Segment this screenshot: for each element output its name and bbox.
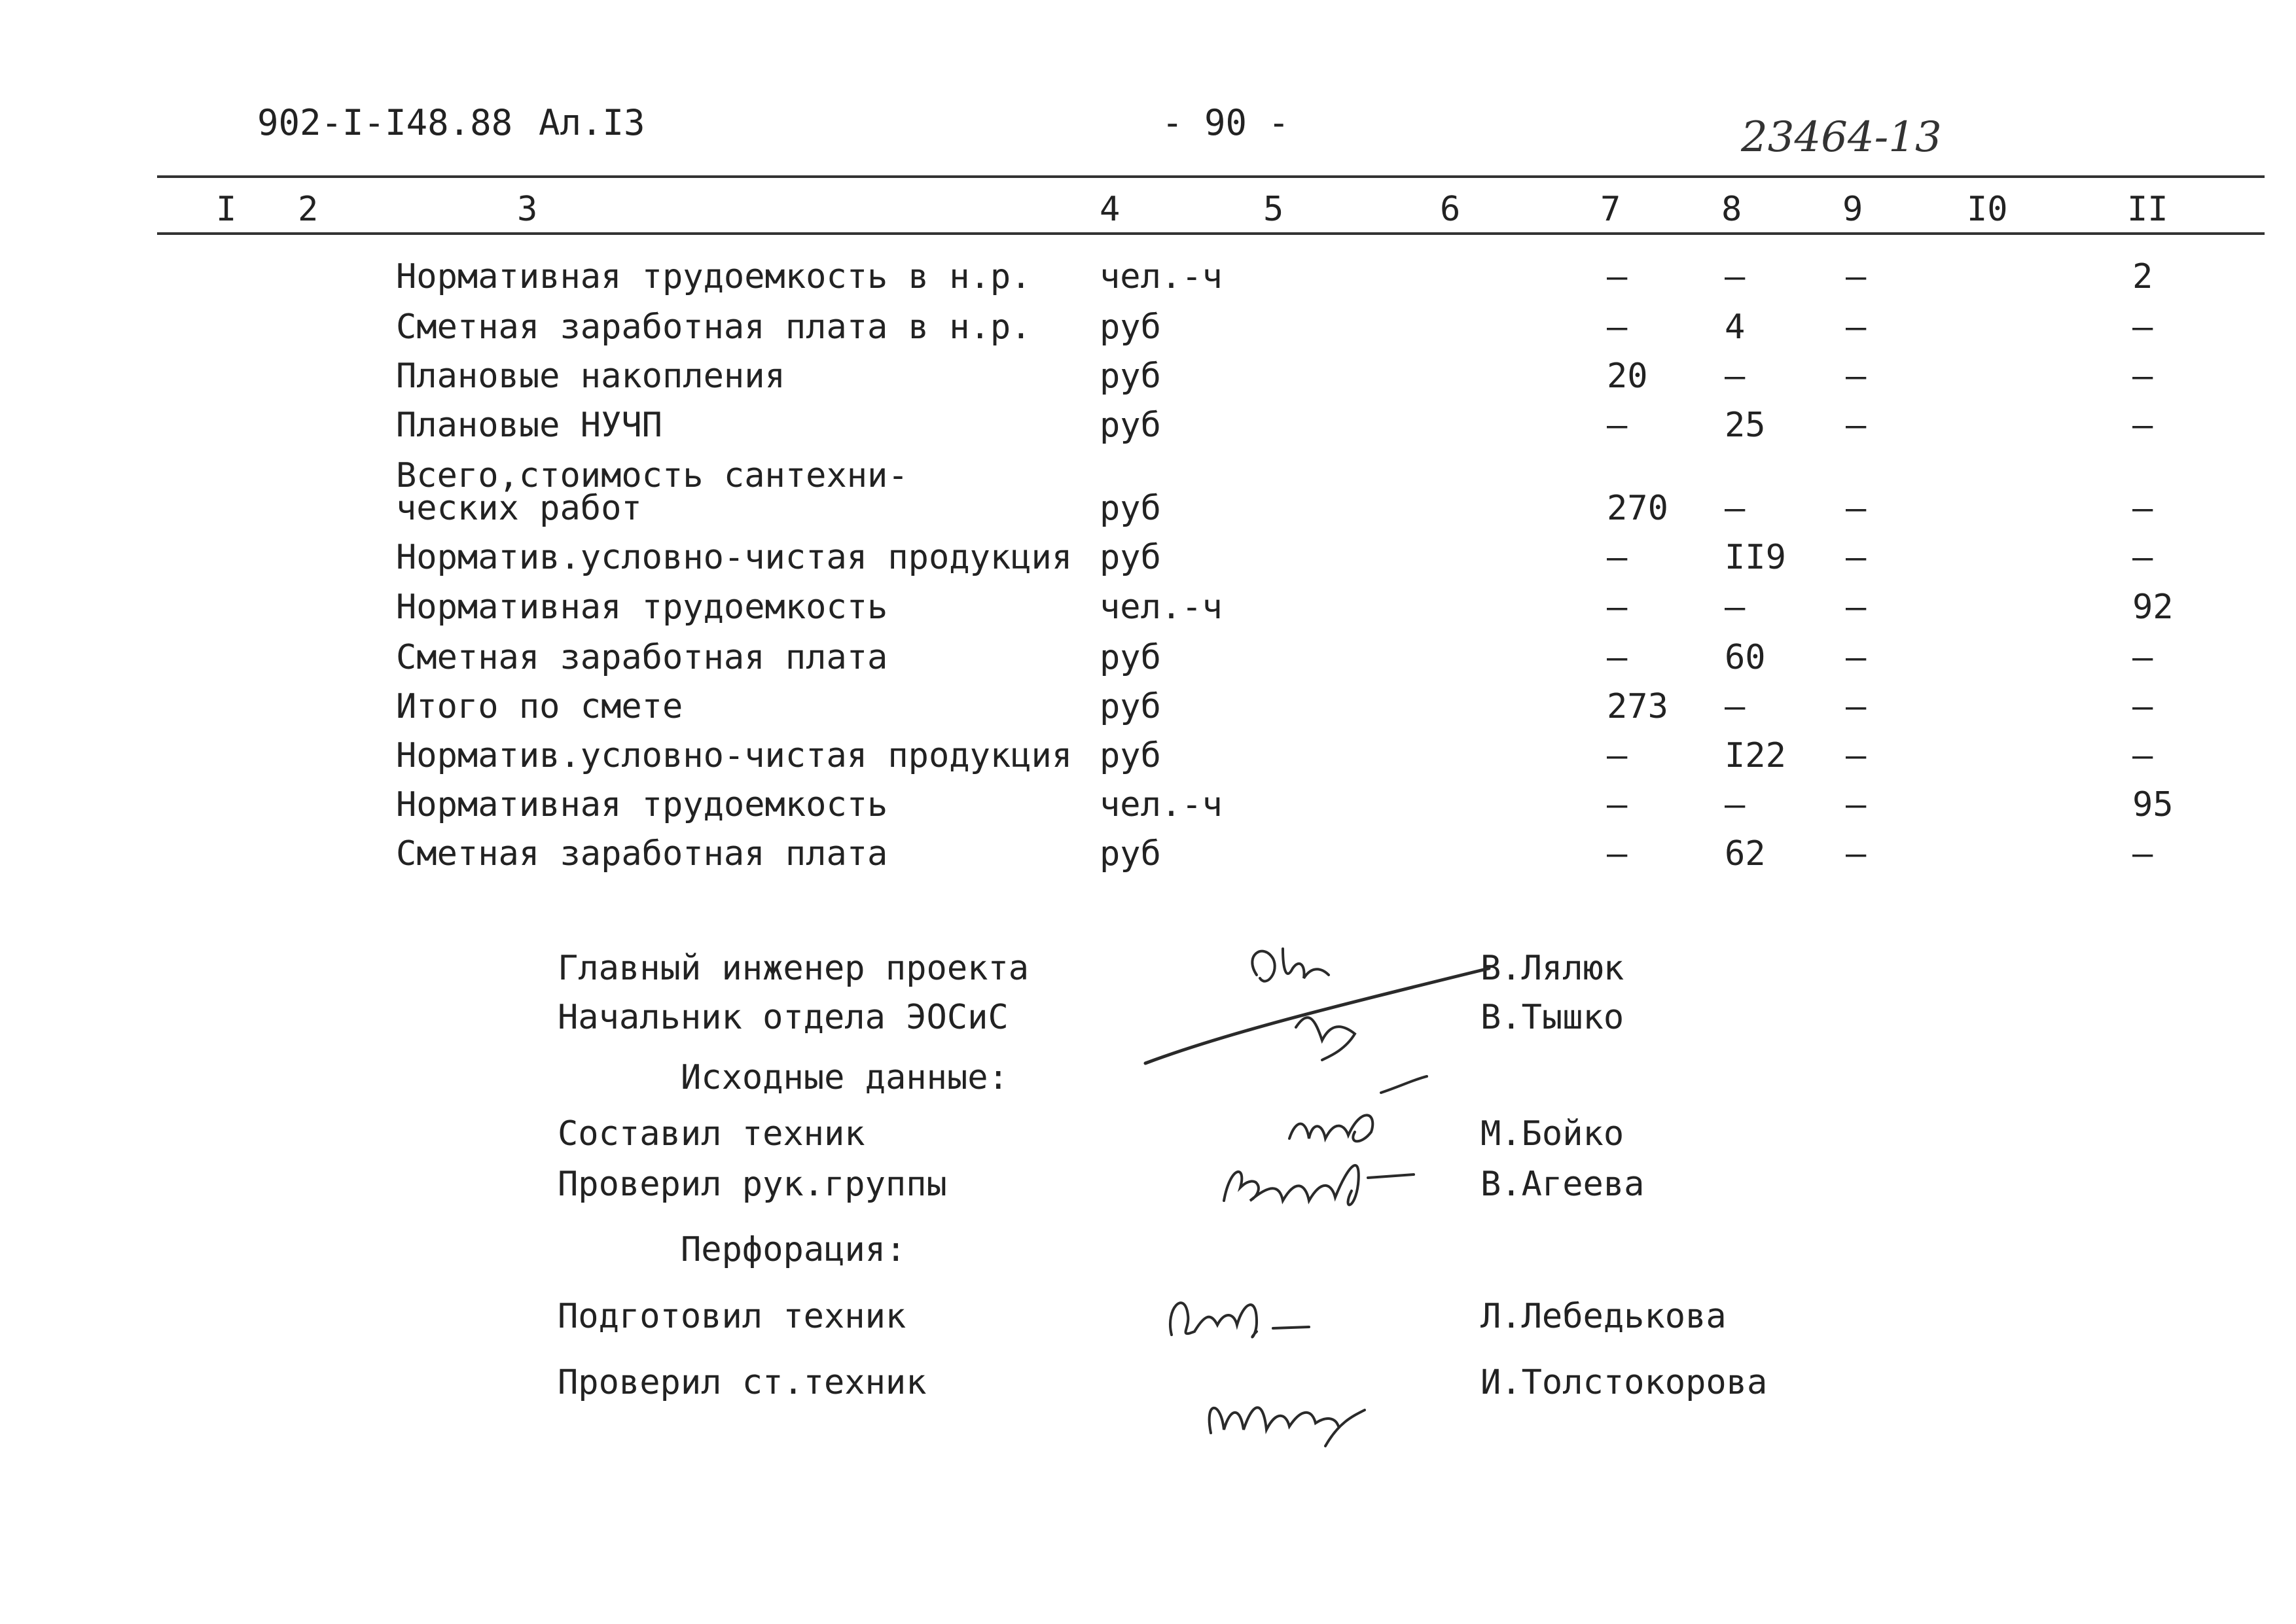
header-bottom-rule (157, 232, 2265, 235)
row-col8: 60 (1725, 638, 1766, 677)
column-number: II (2127, 190, 2168, 229)
row-unit: руб (1100, 489, 1161, 528)
row-col8: – (1725, 489, 1746, 528)
row-col11: – (2132, 406, 2153, 445)
row-col9: – (1846, 489, 1867, 528)
checked-role: Проверил рук.группы (558, 1165, 947, 1204)
row-col11: – (2132, 357, 2153, 396)
row-unit: руб (1100, 538, 1161, 577)
row-col8: – (1725, 785, 1746, 824)
row-col11: – (2132, 736, 2153, 775)
row-col11: 2 (2132, 257, 2153, 296)
row-col7: – (1607, 538, 1628, 577)
row-col7: – (1607, 257, 1628, 296)
row-col11: – (2132, 638, 2153, 677)
column-number: 9 (1842, 190, 1863, 229)
row-col8: 62 (1725, 834, 1766, 874)
row-col9: – (1846, 736, 1867, 775)
prepared-name: Л.Лебедькова (1480, 1297, 1727, 1336)
row-col8: 25 (1725, 406, 1766, 445)
row-unit: руб (1100, 736, 1161, 775)
row-label: Нормативная трудоемкость (396, 588, 888, 627)
row-col7: – (1607, 834, 1628, 874)
row-col8: – (1725, 257, 1746, 296)
row-col7: 270 (1607, 489, 1668, 528)
doc-code: 902-I-I48.88 (257, 102, 513, 143)
row-label: Сметная заработная плата (396, 638, 888, 677)
column-number: 7 (1600, 190, 1621, 229)
row-col8: 4 (1725, 308, 1746, 347)
row-col8: I22 (1725, 736, 1786, 775)
row-label: Норматив.условно-чистая продукция (396, 736, 1073, 775)
row-col8: – (1725, 357, 1746, 396)
row-col11: 95 (2132, 785, 2174, 824)
row-label: Плановые накопления (396, 357, 785, 396)
row-col11: – (2132, 834, 2153, 874)
row-unit: руб (1100, 357, 1161, 396)
compiled-name: М.Бойко (1480, 1114, 1624, 1154)
row-col9: – (1846, 588, 1867, 627)
row-label: Норматив.условно-чистая продукция (396, 538, 1073, 577)
row-col9: – (1846, 406, 1867, 445)
row-col8: – (1725, 687, 1746, 726)
row-col9: – (1846, 257, 1867, 296)
row-label: Сметная заработная плата в н.р. (396, 308, 1031, 347)
row-col7: – (1607, 588, 1628, 627)
row-col9: – (1846, 638, 1867, 677)
column-number: 2 (298, 190, 319, 229)
checked-signature (1217, 1139, 1433, 1217)
row-label-continuation: ческих работ (396, 489, 642, 528)
row-col11: – (2132, 538, 2153, 577)
row-label: Нормативная трудоемкость (396, 785, 888, 824)
handwritten-registration-number: 23464-13 (1741, 113, 1942, 162)
checked-senior-role: Проверил ст.техник (558, 1363, 927, 1402)
row-col9: – (1846, 538, 1867, 577)
row-col9: – (1846, 785, 1867, 824)
row-label: Плановые НУЧП (396, 406, 662, 445)
chief-engineer-role: Главный инженер проекта (558, 949, 1030, 988)
row-col7: 20 (1607, 357, 1648, 396)
column-number: I (216, 190, 237, 229)
row-unit: руб (1100, 308, 1161, 347)
column-number: I0 (1967, 190, 2008, 229)
top-rule (157, 175, 2265, 178)
row-label: Всего,стоимость сантехни- (396, 456, 908, 495)
row-unit: руб (1100, 638, 1161, 677)
row-label: Итого по смете (396, 687, 683, 726)
row-col11: – (2132, 489, 2153, 528)
row-col9: – (1846, 687, 1867, 726)
compiled-role: Составил техник (558, 1114, 865, 1154)
column-number: 3 (517, 190, 538, 229)
row-label: Сметная заработная плата (396, 834, 888, 874)
row-col11: – (2132, 687, 2153, 726)
prepared-signature (1158, 1276, 1329, 1348)
perforation-heading: Перфорация: (681, 1230, 906, 1269)
row-col9: – (1846, 357, 1867, 396)
row-col11: – (2132, 308, 2153, 347)
column-number: 8 (1721, 190, 1742, 229)
dept-head-role: Начальник отдела ЭОСиС (558, 998, 1009, 1037)
row-unit: руб (1100, 834, 1161, 874)
row-label: Нормативная трудоемкость в н.р. (396, 257, 1031, 296)
column-number: 6 (1440, 190, 1461, 229)
page-number: - 90 - (1162, 102, 1290, 143)
chief-engineer-name: В.Лялюк (1480, 949, 1624, 988)
row-col9: – (1846, 834, 1867, 874)
row-col11: 92 (2132, 588, 2174, 627)
column-number: 5 (1263, 190, 1284, 229)
row-col7: – (1607, 308, 1628, 347)
row-col7: – (1607, 638, 1628, 677)
row-col7: 273 (1607, 687, 1668, 726)
dept-head-name: В.Тышко (1480, 998, 1624, 1037)
row-col8: – (1725, 588, 1746, 627)
row-col8: II9 (1725, 538, 1786, 577)
checked-senior-signature (1198, 1374, 1374, 1453)
row-unit: руб (1100, 406, 1161, 445)
row-unit: чел.-ч (1100, 257, 1223, 296)
sheet-number: Ал.I3 (539, 102, 645, 143)
checked-name: В.Агеева (1480, 1165, 1645, 1204)
row-unit: чел.-ч (1100, 785, 1223, 824)
source-data-heading: Исходные данные: (681, 1058, 1009, 1097)
chief-engineer-signature (1132, 929, 1499, 1073)
row-col9: – (1846, 308, 1867, 347)
row-col7: – (1607, 785, 1628, 824)
column-number: 4 (1100, 190, 1121, 229)
prepared-role: Подготовил техник (558, 1297, 906, 1336)
row-col7: – (1607, 406, 1628, 445)
row-unit: руб (1100, 687, 1161, 726)
row-unit: чел.-ч (1100, 588, 1223, 627)
row-col7: – (1607, 736, 1628, 775)
checked-senior-name: И.Толстокорова (1480, 1363, 1768, 1402)
